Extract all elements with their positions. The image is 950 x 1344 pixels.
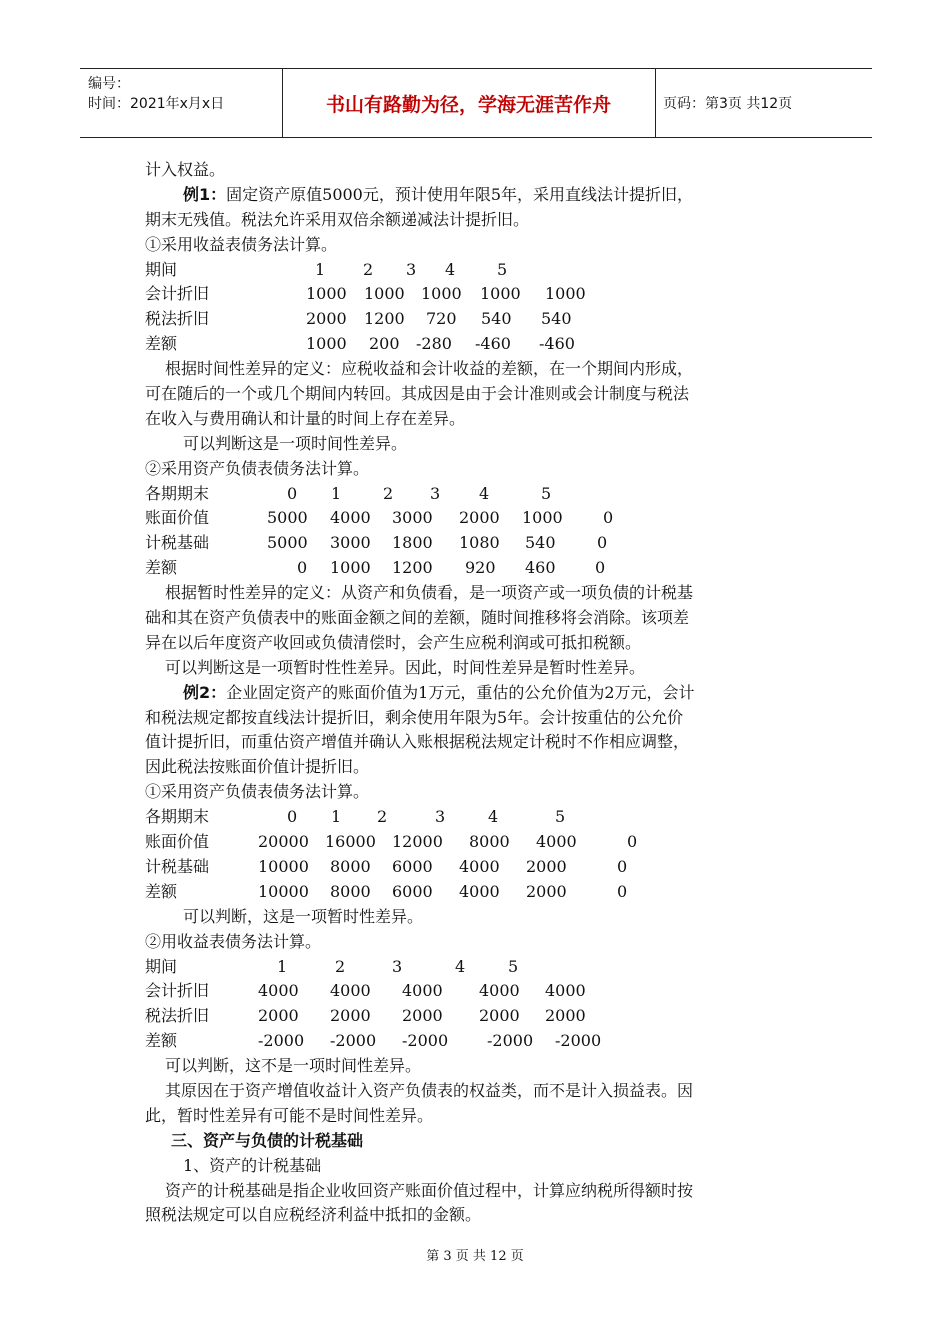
- table-cell: 各期期末: [145, 807, 210, 827]
- table-cell: 5: [497, 259, 508, 279]
- table-cell: 计税基础: [145, 533, 210, 553]
- page-footer: 第 3 页 共 12 页: [426, 1249, 524, 1264]
- table-cell: 2: [383, 483, 394, 503]
- table-cell: 2: [377, 807, 388, 827]
- method-title: ①采用收益表债务法计算。: [145, 234, 338, 254]
- table-cell: 460: [525, 558, 556, 578]
- table-cell: 8000: [330, 881, 371, 901]
- table-cell: 4: [479, 483, 490, 503]
- method-title: ②用收益表债务法计算。: [145, 931, 322, 951]
- section-heading: [145, 1129, 810, 1154]
- table-cell: 会计折旧: [145, 981, 210, 1001]
- table-cell: 1000: [364, 284, 405, 304]
- paragraph: 期末无残值。税法允许采用双倍余额递减法计提折旧。: [145, 209, 530, 229]
- table-cell: 差额: [145, 1031, 178, 1051]
- table-cell: 1: [315, 259, 326, 279]
- paragraph: 根据暂时性差异的定义：从资产和负债看，是一项资产或一项负债的计税基: [165, 583, 694, 603]
- table-cell: 8000: [330, 856, 371, 876]
- header-page-label: 页码：第3页 共12页: [663, 96, 793, 112]
- example-text: 固定资产原值5000元，预计使用年限5年，采用直线法计提折旧，: [226, 184, 694, 204]
- table-cell: 2000: [330, 1006, 371, 1026]
- table-cell: 720: [426, 309, 457, 329]
- table-row: [145, 506, 810, 531]
- table-cell: 5: [541, 483, 552, 503]
- paragraph: 照税法规定可以自应税经济利益中抵扣的金额。: [145, 1205, 482, 1225]
- paragraph: 根据时间性差异的定义：应税收益和会计收益的差额，在一个期间内形成，: [165, 359, 694, 379]
- paragraph: 可以判断这是一项暂时性性差异。因此，时间性差异是暂时性差异。: [165, 657, 646, 677]
- table-cell: 3: [392, 956, 403, 976]
- table-cell: 1000: [421, 284, 462, 304]
- table-cell: 1800: [392, 533, 433, 553]
- table-cell: 税法折旧: [145, 309, 210, 329]
- table-cell: 1080: [459, 533, 500, 553]
- table-cell: 4000: [330, 508, 371, 528]
- table-cell: 2000: [459, 508, 500, 528]
- table-cell: -2000: [487, 1031, 534, 1051]
- table-cell: 1: [277, 956, 288, 976]
- table-cell: 10000: [258, 856, 309, 876]
- table-cell: 4000: [536, 832, 577, 852]
- document-body: [145, 158, 810, 1228]
- table-cell: 540: [481, 309, 512, 329]
- paragraph: 可以判断这是一项时间性差异。: [183, 433, 408, 453]
- table-row: [145, 805, 810, 830]
- table-cell: 4000: [459, 881, 500, 901]
- paragraph: 在收入与费用确认和计量的时间上存在差异。: [145, 408, 466, 428]
- table-cell: 0: [297, 558, 308, 578]
- table-row: [145, 482, 810, 507]
- table-cell: 12000: [392, 832, 443, 852]
- table-cell: 2000: [402, 1006, 443, 1026]
- table-cell: 0: [603, 508, 614, 528]
- table-cell: -2000: [402, 1031, 449, 1051]
- table-cell: 2000: [479, 1006, 520, 1026]
- table-cell: 0: [627, 832, 638, 852]
- table-row: [145, 282, 810, 307]
- table-cell: -280: [416, 334, 452, 354]
- table-cell: 1000: [306, 334, 347, 354]
- table-cell: 1000: [480, 284, 521, 304]
- table-cell: 4000: [479, 981, 520, 1001]
- table-cell: 5000: [267, 508, 308, 528]
- table-cell: 4000: [258, 981, 299, 1001]
- table-cell: 10000: [258, 881, 309, 901]
- table-cell: 税法折旧: [145, 1006, 210, 1026]
- method-title: ①采用资产负债表债务法计算。: [145, 782, 370, 802]
- paragraph: 计入权益。: [145, 160, 226, 179]
- page-header: [80, 68, 872, 138]
- method-title: ②采用资产负债表债务法计算。: [145, 458, 370, 478]
- table-cell: 920: [465, 558, 496, 578]
- table-cell: 1000: [306, 284, 347, 304]
- example-label: 例1：: [183, 184, 227, 204]
- paragraph: 可以判断，这不是一项时间性差异。: [165, 1056, 422, 1076]
- paragraph: 资产的计税基础是指企业收回资产账面价值过程中，计算应纳税所得额时按: [165, 1180, 694, 1200]
- header-divider: [655, 69, 656, 137]
- table-cell: -2000: [555, 1031, 602, 1051]
- table-cell: 0: [595, 558, 606, 578]
- paragraph: 异在以后年度资产收回或负债清偿时，会产生应税利润或可抵扣税额。: [145, 632, 642, 652]
- example-label: 例2：: [183, 682, 227, 702]
- example-text: 企业固定资产的账面价值为1万元，重估的公允价值为2万元，会计: [226, 682, 695, 702]
- table-cell: 4000: [545, 981, 586, 1001]
- header-motto: 书山有路勤为径，学海无涯苦作舟: [325, 93, 611, 116]
- table-cell: 540: [541, 309, 572, 329]
- table-cell: 期间: [145, 956, 178, 976]
- table-row: [145, 531, 810, 556]
- table-cell: 差额: [145, 334, 178, 354]
- paragraph: 可在随后的一个或几个期间内转回。其成因是由于会计准则或会计制度与税法: [145, 384, 690, 404]
- table-cell: 2: [335, 956, 346, 976]
- table-cell: 3: [435, 807, 446, 827]
- doc-time-label: 时间：2021年x月x日: [88, 96, 225, 112]
- paragraph: 因此税法按账面价值计提折旧。: [145, 757, 370, 777]
- table-cell: 3000: [392, 508, 433, 528]
- table-cell: 2000: [526, 881, 567, 901]
- table-cell: 4000: [402, 981, 443, 1001]
- table-row: [145, 1029, 810, 1054]
- table-cell: 4000: [459, 856, 500, 876]
- paragraph: 可以判断，这是一项暂时性差异。: [183, 906, 424, 926]
- table-row: [145, 880, 810, 905]
- table-cell: 1200: [364, 309, 405, 329]
- table-row: [145, 307, 810, 332]
- paragraph: 其原因在于资产增值收益计入资产负债表的权益类，而不是计入损益表。因: [165, 1080, 694, 1100]
- table-row: [145, 830, 810, 855]
- section-heading-text: 三、资产与负债的计税基础: [171, 1130, 364, 1150]
- table-cell: 1: [331, 483, 342, 503]
- table-cell: 540: [525, 533, 556, 553]
- table-cell: 0: [287, 807, 298, 827]
- example-1: [145, 183, 810, 208]
- table-cell: 1200: [392, 558, 433, 578]
- table-cell: 0: [617, 856, 628, 876]
- doc-number-label: 编号：: [88, 76, 130, 92]
- table-cell: 4: [488, 807, 499, 827]
- subsection-heading: 1、资产的计税基础: [183, 1155, 322, 1175]
- table-cell: 2: [363, 259, 374, 279]
- table-row: [145, 979, 810, 1004]
- paragraph: 此，暂时性差异有可能不是时间性差异。: [145, 1105, 434, 1125]
- table-cell: 计税基础: [145, 856, 210, 876]
- table-cell: 5: [508, 956, 519, 976]
- table-cell: 4: [445, 259, 456, 279]
- table-cell: -460: [539, 334, 575, 354]
- table-cell: 1000: [330, 558, 371, 578]
- table-cell: 20000: [258, 832, 309, 852]
- example-2: [145, 681, 810, 706]
- paragraph: 值计提折旧，而重估资产增值并确认入账根据税法规定计税时不作相应调整，: [145, 732, 690, 752]
- table-cell: 2000: [306, 309, 347, 329]
- table-row: [145, 1004, 810, 1029]
- table-cell: 差额: [145, 881, 178, 901]
- table-cell: 6000: [392, 881, 433, 901]
- table-cell: 2000: [545, 1006, 586, 1026]
- table-cell: 2000: [526, 856, 567, 876]
- table-cell: 3: [406, 259, 417, 279]
- table-row: [145, 556, 810, 581]
- table-cell: 5000: [267, 533, 308, 553]
- table-cell: 0: [287, 483, 298, 503]
- paragraph: 础和其在资产负债表中的账面金额之间的差额，随时间推移将会消除。该项差: [145, 608, 690, 628]
- table-cell: -460: [475, 334, 511, 354]
- table-cell: 4000: [330, 981, 371, 1001]
- table-cell: 3: [430, 483, 441, 503]
- table-row: [145, 855, 810, 880]
- table-cell: 2000: [258, 1006, 299, 1026]
- table-cell: 0: [597, 533, 608, 553]
- table-cell: -2000: [330, 1031, 377, 1051]
- table-cell: 200: [369, 334, 400, 354]
- table-cell: 3000: [330, 533, 371, 553]
- paragraph: 和税法规定都按直线法计提折旧，剩余使用年限为5年。会计按重估的公允价: [145, 707, 684, 727]
- table-cell: 1000: [522, 508, 563, 528]
- table-row: [145, 955, 810, 980]
- table-row: [145, 332, 810, 357]
- table-cell: 账面价值: [145, 832, 210, 852]
- table-row: [145, 258, 810, 283]
- table-cell: 5: [555, 807, 566, 827]
- header-meta: [88, 74, 224, 114]
- table-cell: 0: [617, 881, 628, 901]
- table-cell: 6000: [392, 856, 433, 876]
- table-cell: 1: [331, 807, 342, 827]
- table-cell: 1000: [545, 284, 586, 304]
- table-cell: 期间: [145, 259, 178, 279]
- table-cell: 4: [455, 956, 466, 976]
- table-cell: 账面价值: [145, 508, 210, 528]
- table-cell: 各期期末: [145, 483, 210, 503]
- table-cell: 差额: [145, 558, 178, 578]
- table-cell: 16000: [325, 832, 376, 852]
- table-cell: -2000: [258, 1031, 305, 1051]
- table-cell: 8000: [469, 832, 510, 852]
- table-cell: 会计折旧: [145, 284, 210, 304]
